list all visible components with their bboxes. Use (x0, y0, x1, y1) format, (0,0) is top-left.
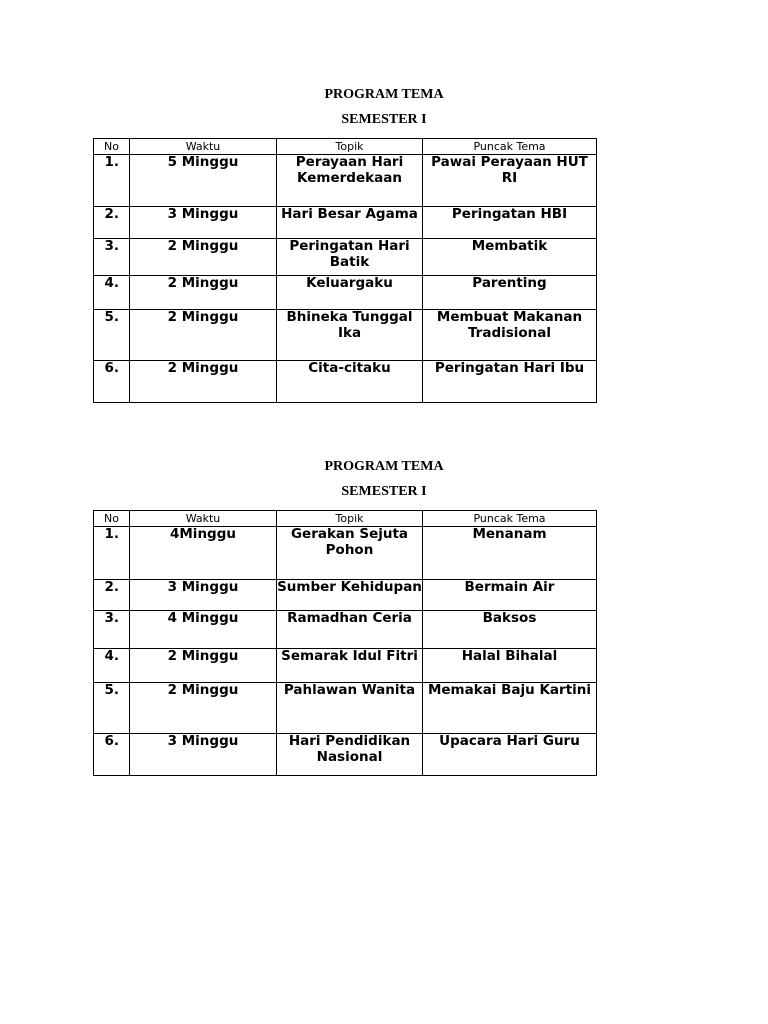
cell-waktu: 3 Minggu (130, 207, 277, 239)
header-topik: Topik (277, 511, 423, 527)
cell-topik: Hari Pendidikan Nasional (277, 734, 423, 776)
section-1-subtitle: SEMESTER I (341, 112, 427, 127)
cell-no: 5. (94, 683, 130, 734)
cell-topik: Sumber Kehidupan (277, 580, 423, 611)
table-row (94, 683, 597, 734)
header-topik: Topik (277, 139, 423, 155)
cell-puncak-tema: Bermain Air (423, 580, 597, 611)
header-no: No (94, 139, 130, 155)
cell-puncak-tema: Peringatan HBI (423, 207, 597, 239)
table-row (94, 580, 597, 611)
cell-topik: Semarak Idul Fitri (277, 649, 423, 683)
table-row (94, 207, 597, 239)
table-row (94, 239, 597, 276)
cell-waktu: 2 Minggu (130, 683, 277, 734)
table-header-row (94, 511, 597, 527)
table-row (94, 361, 597, 403)
cell-topik: Pahlawan Wanita (277, 683, 423, 734)
table-row (94, 155, 597, 207)
header-puncak-tema: Puncak Tema (423, 139, 597, 155)
cell-no: 2. (94, 207, 130, 239)
section-1-title: PROGRAM TEMA (324, 87, 444, 102)
header-puncak-tema: Puncak Tema (423, 511, 597, 527)
cell-no: 6. (94, 361, 130, 403)
cell-puncak-tema: Halal Bihalal (423, 649, 597, 683)
cell-waktu: 4 Minggu (130, 611, 277, 649)
cell-waktu: 3 Minggu (130, 734, 277, 776)
header-waktu: Waktu (130, 511, 277, 527)
cell-topik: Cita-citaku (277, 361, 423, 403)
header-no: No (94, 511, 130, 527)
cell-topik: Keluargaku (277, 276, 423, 310)
cell-puncak-tema: Peringatan Hari Ibu (423, 361, 597, 403)
cell-no: 3. (94, 611, 130, 649)
cell-no: 4. (94, 649, 130, 683)
program-table-1 (93, 138, 597, 403)
cell-no: 1. (94, 527, 130, 580)
cell-waktu: 2 Minggu (130, 310, 277, 361)
cell-waktu: 5 Minggu (130, 155, 277, 207)
cell-topik: Peringatan Hari Batik (277, 239, 423, 276)
cell-topik: Hari Besar Agama (277, 207, 423, 239)
cell-no: 6. (94, 734, 130, 776)
section-2-title: PROGRAM TEMA (324, 459, 444, 474)
table-row (94, 649, 597, 683)
cell-topik: Bhineka Tunggal Ika (277, 310, 423, 361)
cell-waktu: 2 Minggu (130, 239, 277, 276)
cell-waktu: 3 Minggu (130, 580, 277, 611)
cell-topik: Perayaan Hari Kemerdekaan (277, 155, 423, 207)
table-row (94, 276, 597, 310)
table-header-row (94, 139, 597, 155)
cell-topik: Gerakan Sejuta Pohon (277, 527, 423, 580)
cell-no: 2. (94, 580, 130, 611)
cell-no: 5. (94, 310, 130, 361)
cell-waktu: 2 Minggu (130, 649, 277, 683)
cell-waktu: 2 Minggu (130, 276, 277, 310)
table-row (94, 310, 597, 361)
program-table-2 (93, 510, 597, 776)
cell-puncak-tema: Membuat Makanan Tradisional (423, 310, 597, 361)
cell-puncak-tema: Menanam (423, 527, 597, 580)
cell-puncak-tema: Membatik (423, 239, 597, 276)
cell-no: 3. (94, 239, 130, 276)
cell-no: 4. (94, 276, 130, 310)
cell-puncak-tema: Pawai Perayaan HUT RI (423, 155, 597, 207)
cell-no: 1. (94, 155, 130, 207)
cell-waktu: 2 Minggu (130, 361, 277, 403)
cell-puncak-tema: Memakai Baju Kartini (423, 683, 597, 734)
table-row (94, 527, 597, 580)
table-row (94, 734, 597, 776)
section-2-subtitle: SEMESTER I (341, 484, 427, 499)
cell-topik: Ramadhan Ceria (277, 611, 423, 649)
table-row (94, 611, 597, 649)
cell-waktu: 4Minggu (130, 527, 277, 580)
cell-puncak-tema: Baksos (423, 611, 597, 649)
header-waktu: Waktu (130, 139, 277, 155)
cell-puncak-tema: Upacara Hari Guru (423, 734, 597, 776)
cell-puncak-tema: Parenting (423, 276, 597, 310)
